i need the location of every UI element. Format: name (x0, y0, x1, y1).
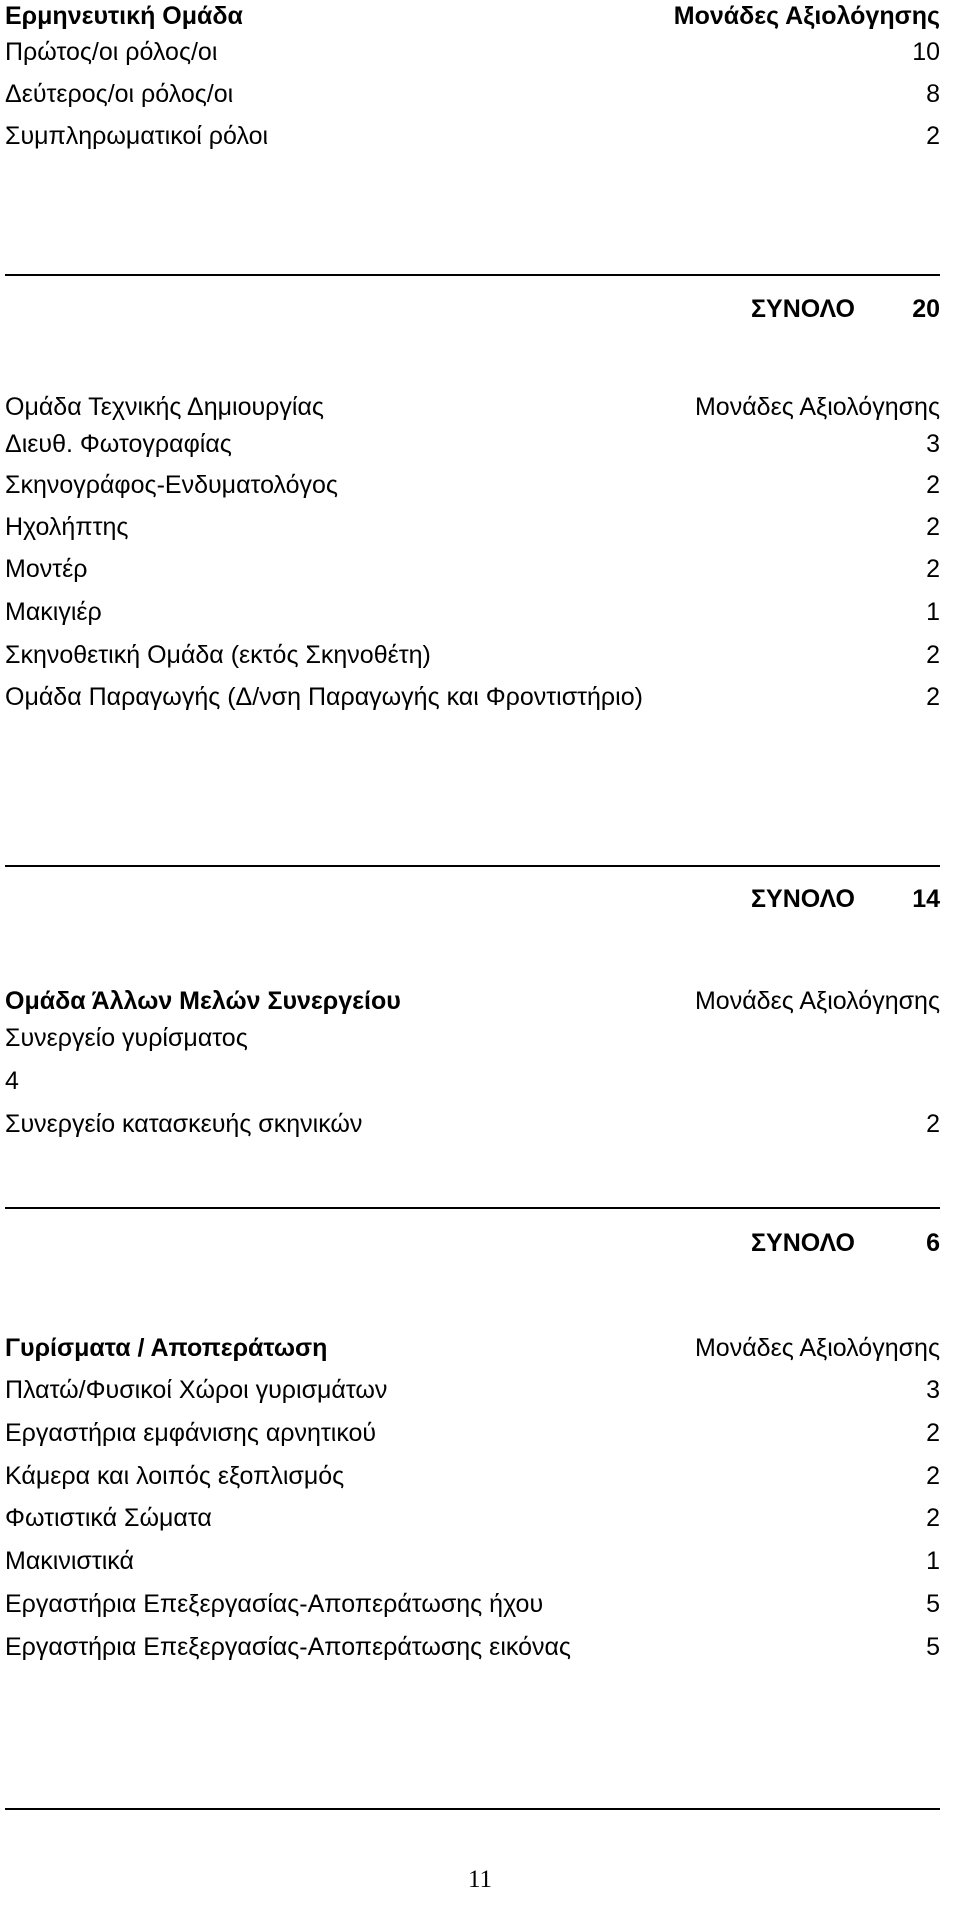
list-item (5, 1104, 940, 1144)
item-value: 2 (926, 1110, 940, 1138)
item-label: Πρώτος/οι ρόλος/οι (5, 38, 218, 66)
item-value: 10 (912, 38, 940, 66)
item-label: Εργαστήρια εμφάνισης αρνητικού (5, 1419, 377, 1447)
list-item (5, 116, 940, 156)
total-value: 20 (912, 295, 940, 323)
item-value: 3 (926, 1376, 940, 1404)
list-item (5, 677, 940, 717)
column-header-units: Μονάδες Αξιολόγησης (694, 1334, 940, 1362)
item-value: 5 (926, 1633, 940, 1661)
item-value: 2 (926, 1504, 940, 1532)
total-divider (5, 274, 940, 276)
item-label: Φωτιστικά Σώματα (5, 1504, 212, 1532)
total-label: ΣΥΝΟΛΟ (751, 295, 855, 323)
item-label: Εργαστήρια Επεξεργασίας-Αποπεράτωσης εικόνας (5, 1633, 571, 1661)
column-header-units: Μονάδες Αξιολόγησης (694, 393, 940, 421)
item-label: Μοντέρ (5, 555, 88, 583)
section-header (5, 981, 940, 1021)
total-divider (5, 865, 940, 867)
item-label: Μακιγιέρ (5, 598, 102, 626)
list-item (5, 32, 940, 72)
list-item (5, 507, 940, 547)
item-value: 1 (926, 598, 940, 626)
list-item (5, 465, 940, 505)
list-item (5, 1370, 940, 1410)
item-value: 8 (926, 80, 940, 108)
item-value: 2 (926, 641, 940, 669)
item-label: Συμπληρωματικοί ρόλοι (5, 122, 269, 150)
item-label: Ομάδα Παραγωγής (Δ/νση Παραγωγής και Φροντιστήριο) (5, 683, 643, 711)
item-label: Σκηνοθετική Ομάδα (εκτός Σκηνοθέτη) (5, 641, 431, 669)
total-divider (5, 1207, 940, 1209)
list-item (5, 74, 940, 114)
section-total (5, 879, 940, 919)
page-number: 11 (467, 1866, 493, 1893)
section-header (5, 1328, 940, 1368)
item-label: Σκηνογράφος-Ενδυματολόγος (5, 471, 338, 499)
section-header (5, 387, 940, 427)
list-item (5, 1498, 940, 1538)
list-item (5, 1627, 940, 1667)
list-item (5, 592, 940, 632)
section-header (5, 0, 940, 36)
item-value: 5 (926, 1590, 940, 1618)
column-header-units: Μονάδες Αξιολόγησης (694, 987, 940, 1015)
item-label: Συνεργείο κατασκευής σκηνικών (5, 1110, 363, 1138)
total-value: 14 (912, 885, 940, 913)
section-end-divider (5, 1808, 940, 1810)
item-value: 4 (5, 1067, 19, 1095)
item-label: Εργαστήρια Επεξεργασίας-Αποπεράτωσης ήχου (5, 1590, 544, 1618)
section-total (5, 1223, 940, 1263)
column-header-units: Μονάδες Αξιολόγησης (673, 2, 940, 30)
total-label: ΣΥΝΟΛΟ (751, 1229, 855, 1257)
item-label: Πλατώ/Φυσικοί Χώροι γυρισμάτων (5, 1376, 388, 1404)
section-title: Ερμηνευτική Ομάδα (5, 2, 243, 30)
item-label: Μακινιστικά (5, 1547, 134, 1575)
item-value: 2 (926, 555, 940, 583)
list-item (5, 1061, 940, 1101)
item-value: 2 (926, 513, 940, 541)
item-value: 1 (926, 1547, 940, 1575)
item-label: Συνεργείο γυρίσματος (5, 1024, 248, 1052)
list-item (5, 1413, 940, 1453)
list-item (5, 424, 940, 464)
list-item (5, 1456, 940, 1496)
list-item (5, 549, 940, 589)
section-total (5, 289, 940, 329)
section-title: Ομάδα Τεχνικής Δημιουργίας (5, 393, 324, 421)
item-label: Διευθ. Φωτογραφίας (5, 430, 232, 458)
item-value: 2 (926, 1419, 940, 1447)
item-value: 2 (926, 122, 940, 150)
list-item (5, 635, 940, 675)
item-value: 2 (926, 471, 940, 499)
item-value: 2 (926, 683, 940, 711)
item-value: 3 (926, 430, 940, 458)
list-item (5, 1018, 940, 1058)
item-label: Δεύτερος/οι ρόλος/οι (5, 80, 234, 108)
list-item (5, 1541, 940, 1581)
item-value: 2 (926, 1462, 940, 1490)
total-label: ΣΥΝΟΛΟ (751, 885, 855, 913)
section-title: Ομάδα Άλλων Μελών Συνεργείου (5, 987, 401, 1015)
item-label: Κάμερα και λοιπός εξοπλισμός (5, 1462, 345, 1490)
total-value: 6 (926, 1229, 940, 1257)
list-item (5, 1584, 940, 1624)
item-label: Ηχολήπτης (5, 513, 129, 541)
section-title: Γυρίσματα / Αποπεράτωση (5, 1334, 328, 1362)
